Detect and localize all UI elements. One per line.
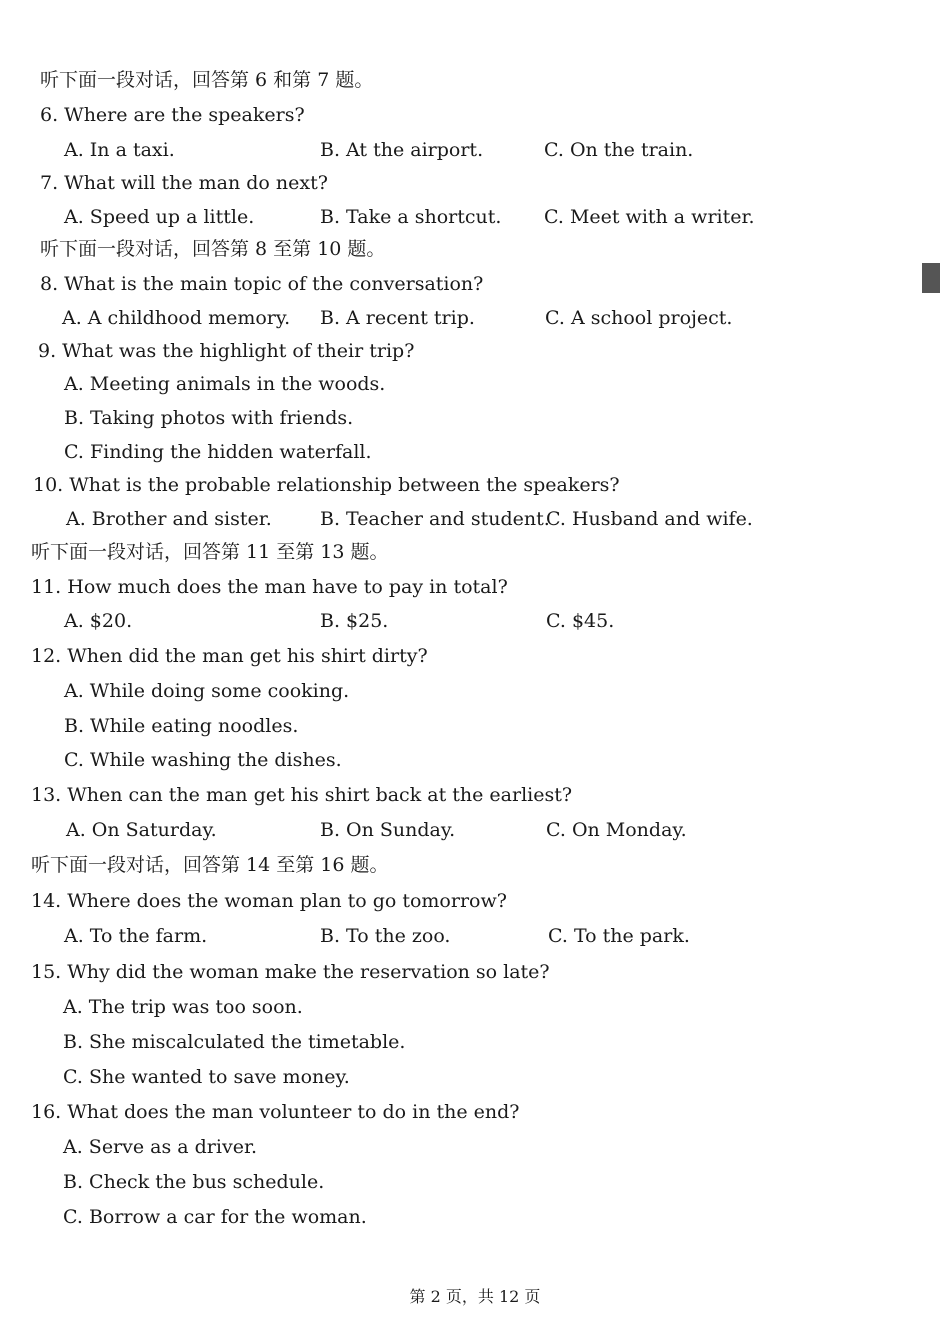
option-7a: A. Speed up a little. <box>64 206 255 228</box>
option-12a: A. While doing some cooking. <box>64 680 350 702</box>
option-11a: A. $20. <box>64 610 133 632</box>
option-9c: C. Finding the hidden waterfall. <box>64 441 372 463</box>
option-13c: C. On Monday. <box>546 819 687 841</box>
option-6c: C. On the train. <box>544 139 694 161</box>
option-14b: B. To the zoo. <box>320 925 451 947</box>
page-number-footer: 第 2 页，共 12 页 <box>409 1287 541 1306</box>
option-14c: C. To the park. <box>548 925 690 947</box>
option-10c: C. Husband and wife. <box>546 508 753 530</box>
question-16: 16. What does the man volunteer to do in the end? <box>31 1101 520 1123</box>
section-header-11-13: 听下面一段对话，回答第 11 至第 13 题。 <box>31 541 389 563</box>
option-6b: B. At the airport. <box>320 139 484 161</box>
option-16c: C. Borrow a car for the woman. <box>63 1206 367 1228</box>
section-header-14-16: 听下面一段对话，回答第 14 至第 16 题。 <box>31 854 389 876</box>
option-11b: B. $25. <box>320 610 389 632</box>
option-7c: C. Meet with a writer. <box>544 206 755 228</box>
question-13: 13. When can the man get his shirt back at the earliest? <box>31 784 573 806</box>
option-10b: B. Teacher and student. <box>320 508 550 530</box>
option-12b: B. While eating noodles. <box>64 715 299 737</box>
section-header-8-10: 听下面一段对话，回答第 8 至第 10 题。 <box>40 238 386 260</box>
question-14: 14. Where does the woman plan to go tomorrow? <box>31 890 507 912</box>
option-8b: B. A recent trip. <box>320 307 475 329</box>
question-6: 6. Where are the speakers? <box>40 104 305 126</box>
option-8a: A. A childhood memory. <box>62 307 291 329</box>
question-7: 7. What will the man do next? <box>40 172 328 194</box>
option-16a: A. Serve as a driver. <box>63 1136 257 1158</box>
question-8: 8. What is the main topic of the conversation? <box>40 273 484 295</box>
option-15a: A. The trip was too soon. <box>63 996 303 1018</box>
option-13b: B. On Sunday. <box>320 819 456 841</box>
question-10: 10. What is the probable relationship between the speakers? <box>33 474 620 496</box>
option-11c: C. $45. <box>546 610 615 632</box>
option-9a: A. Meeting animals in the woods. <box>64 373 386 395</box>
question-12: 12. When did the man get his shirt dirty? <box>31 645 428 667</box>
page-edge-mark <box>922 263 940 293</box>
option-13a: A. On Saturday. <box>66 819 217 841</box>
option-16b: B. Check the bus schedule. <box>63 1171 325 1193</box>
option-10a: A. Brother and sister. <box>66 508 272 530</box>
option-6a: A. In a taxi. <box>64 139 175 161</box>
option-14a: A. To the farm. <box>64 925 208 947</box>
question-15: 15. Why did the woman make the reservation so late? <box>31 961 550 983</box>
option-9b: B. Taking photos with friends. <box>64 407 354 429</box>
option-15c: C. She wanted to save money. <box>63 1066 350 1088</box>
option-8c: C. A school project. <box>545 307 733 329</box>
option-7b: B. Take a shortcut. <box>320 206 502 228</box>
option-15b: B. She miscalculated the timetable. <box>63 1031 406 1053</box>
question-9: 9. What was the highlight of their trip? <box>38 340 415 362</box>
question-11: 11. How much does the man have to pay in total? <box>31 576 508 598</box>
section-header-6-7: 听下面一段对话，回答第 6 和第 7 题。 <box>40 69 374 91</box>
option-12c: C. While washing the dishes. <box>64 749 342 771</box>
